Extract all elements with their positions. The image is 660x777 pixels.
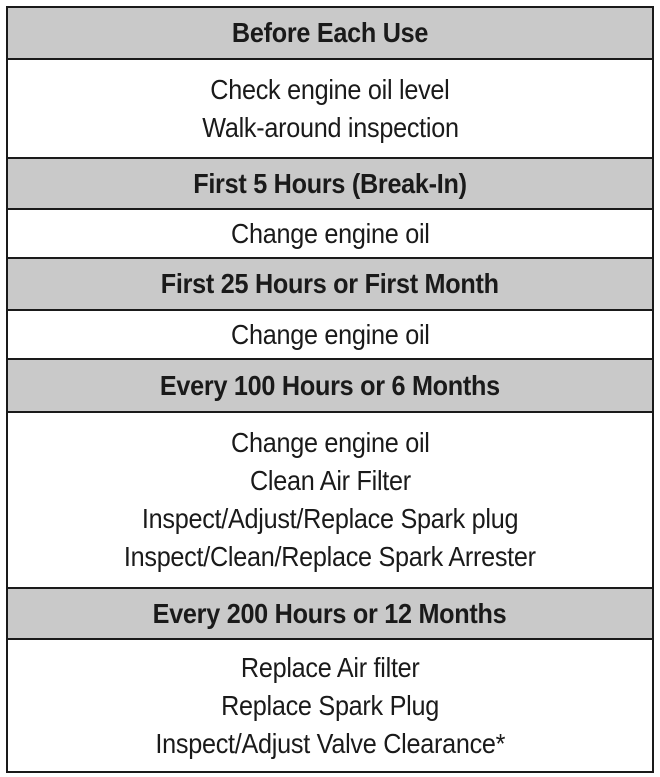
task-list [8, 413, 652, 589]
task-list [8, 60, 652, 159]
section-header [8, 259, 652, 311]
task-item: Replace Air filter [240, 651, 420, 683]
task-item: Inspect/Adjust/Replace Spark plug [141, 503, 519, 534]
task-item: Inspect/Clean/Replace Spark Arrester [124, 541, 536, 572]
section-header-label: Before Each Use [231, 17, 429, 48]
task-item: Change engine oil [230, 318, 430, 350]
task-item: Clean Air Filter [249, 465, 411, 496]
task-list [8, 311, 652, 360]
task-list [8, 210, 652, 259]
section-header [8, 360, 652, 413]
section-header-label: Every 200 Hours or 12 Months [153, 597, 507, 629]
section-header-label: First 5 Hours (Break-In) [193, 167, 467, 199]
task-item: Inspect/Adjust Valve Clearance* [155, 727, 505, 759]
task-item: Change engine oil [230, 217, 430, 249]
task-item: Walk-around inspection [201, 111, 459, 143]
task-item: Check engine oil level [210, 73, 450, 105]
section-header [8, 589, 652, 640]
task-item: Change engine oil [230, 427, 430, 458]
maintenance-schedule-table [6, 6, 654, 773]
task-item: Replace Spark Plug [221, 689, 439, 721]
section-header-label: Every 100 Hours or 6 Months [159, 369, 501, 401]
section-header [8, 159, 652, 210]
task-list [8, 640, 652, 771]
section-header-label: First 25 Hours or First Month [160, 268, 500, 299]
section-header [8, 8, 652, 60]
